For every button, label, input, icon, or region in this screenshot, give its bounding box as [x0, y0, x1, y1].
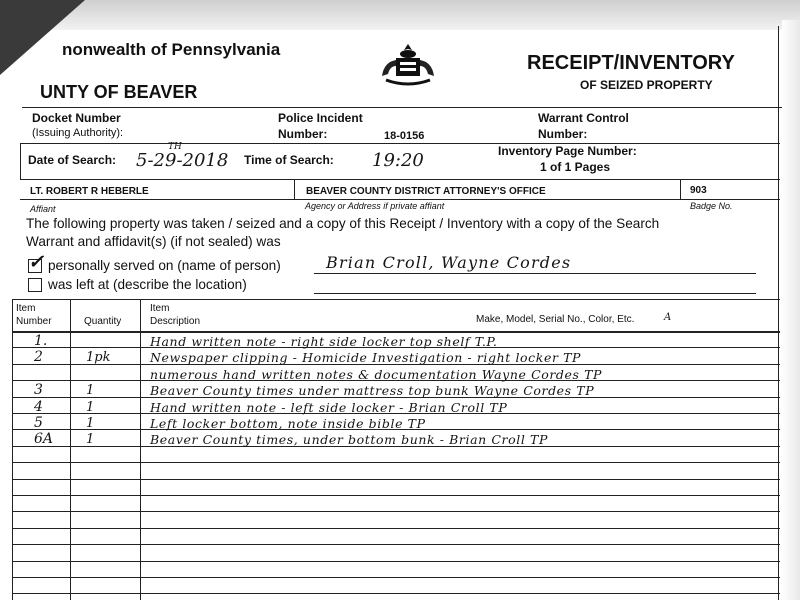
item-quantity: 1: [86, 432, 95, 447]
table-rule: [12, 528, 780, 529]
personally-served-label: personally served on (name of person): [48, 258, 281, 273]
item-number: 5: [34, 415, 43, 431]
rule: [20, 199, 780, 200]
table-rule: [12, 577, 780, 578]
form-subtitle: OF SEIZED PROPERTY: [580, 78, 713, 92]
time-of-search: 19:20: [372, 150, 424, 171]
served-person-names: Brian Croll, Wayne Cordes: [326, 253, 572, 272]
col-make-label: Make, Model, Serial No., Color, Etc.: [476, 314, 635, 325]
item-quantity: 1pk: [86, 350, 111, 365]
table-rule: [12, 495, 780, 496]
inventory-pages: 1 of 1 Pages: [540, 160, 611, 174]
table-rule: [12, 511, 780, 512]
state-seal-icon: [378, 42, 438, 86]
item-number: 1.: [34, 333, 48, 349]
item-description: numerous hand written notes & documentation Wayne Cordes TP: [150, 367, 603, 382]
police-label-2: Number:: [278, 127, 328, 141]
county-title: UNTY OF BEAVER: [40, 82, 198, 102]
rule: [314, 293, 756, 294]
check-mark: ✓: [28, 251, 44, 273]
table-rule: [12, 331, 780, 333]
rule: [12, 299, 780, 300]
left-at-checkbox[interactable]: [28, 278, 42, 292]
table-rule: [12, 544, 780, 545]
affiant-label: Affiant: [30, 204, 56, 214]
rule: [778, 26, 779, 600]
police-incident-number: 18-0156: [384, 130, 425, 142]
item-number: 4: [34, 399, 43, 415]
col-desc-label: Item: [150, 303, 170, 314]
docket-label-2: (Issuing Authority):: [32, 127, 124, 139]
police-label: Police Incident: [278, 111, 363, 125]
item-number: 3: [34, 382, 43, 398]
item-description: Beaver County times under mattress top bunk Wayne Cordes TP: [150, 383, 595, 398]
rule: [294, 179, 295, 199]
rule: [20, 143, 21, 179]
rule: [140, 299, 141, 600]
table-rule: [12, 593, 780, 594]
item-number: 6A: [34, 431, 54, 447]
agency-label: Agency or Address if private affiant: [305, 201, 445, 211]
form-title: RECEIPT/INVENTORY: [527, 52, 735, 74]
rule: [20, 143, 780, 144]
rule: [314, 273, 756, 274]
left-at-label: was left at (describe the location): [48, 277, 247, 292]
torn-corner: [0, 0, 85, 75]
item-quantity: 1: [86, 400, 95, 415]
col-desc-label-2: Description: [150, 316, 201, 327]
date-label: Date of Search:: [28, 153, 117, 167]
warrant-label: Warrant Control: [538, 111, 629, 125]
agency-name: BEAVER COUNTY DISTRICT ATTORNEY'S OFFICE: [306, 186, 546, 197]
item-description: Left locker bottom, note inside bible TP: [150, 416, 426, 431]
item-quantity: 1: [86, 383, 95, 398]
page-edge: [782, 20, 800, 600]
col-mark: A: [664, 312, 672, 323]
time-label: Time of Search:: [244, 153, 334, 167]
badge-number: 903: [690, 185, 707, 196]
table-rule: [12, 462, 780, 463]
statement-line-2: Warrant and affidavit(s) (if not sealed) was: [26, 234, 281, 249]
rule: [22, 107, 782, 108]
rule: [12, 299, 13, 600]
item-description: Hand written note - left side locker - Brian Croll TP: [150, 400, 508, 415]
item-description: Beaver County times, under bottom bunk - Brian Croll TP: [150, 432, 548, 447]
item-description: Hand written note - right side locker top shelf T.P.: [150, 334, 498, 349]
table-rule: [12, 561, 780, 562]
rule: [70, 299, 71, 600]
item-quantity: 1: [86, 416, 95, 431]
affiant-name: LT. ROBERT R HEBERLE: [30, 186, 149, 197]
state-title: nonwealth of Pennsylvania: [62, 40, 281, 59]
col-quantity-label: Quantity: [84, 316, 122, 327]
col-number-label: Number: [16, 316, 52, 327]
date-of-search: 5-29-2018: [136, 150, 229, 171]
rule: [20, 179, 780, 180]
item-description: Newspaper clipping - Homicide Investigation - right locker TP: [150, 350, 582, 365]
col-item-label: Item: [16, 303, 36, 314]
statement-line-1: The following property was taken / seized and a copy of this Receipt / Inventory with a copy of the Search: [26, 216, 660, 231]
item-number: 2: [34, 349, 43, 365]
badge-label: Badge No.: [690, 201, 733, 211]
docket-label: Docket Number: [32, 111, 121, 125]
warrant-label-2: Number:: [538, 127, 588, 141]
inventory-label: Inventory Page Number:: [498, 144, 637, 158]
rule: [680, 179, 681, 199]
scan-shadow: [0, 0, 800, 30]
table-rule: [12, 479, 780, 480]
date-superscript: TH: [168, 142, 182, 152]
